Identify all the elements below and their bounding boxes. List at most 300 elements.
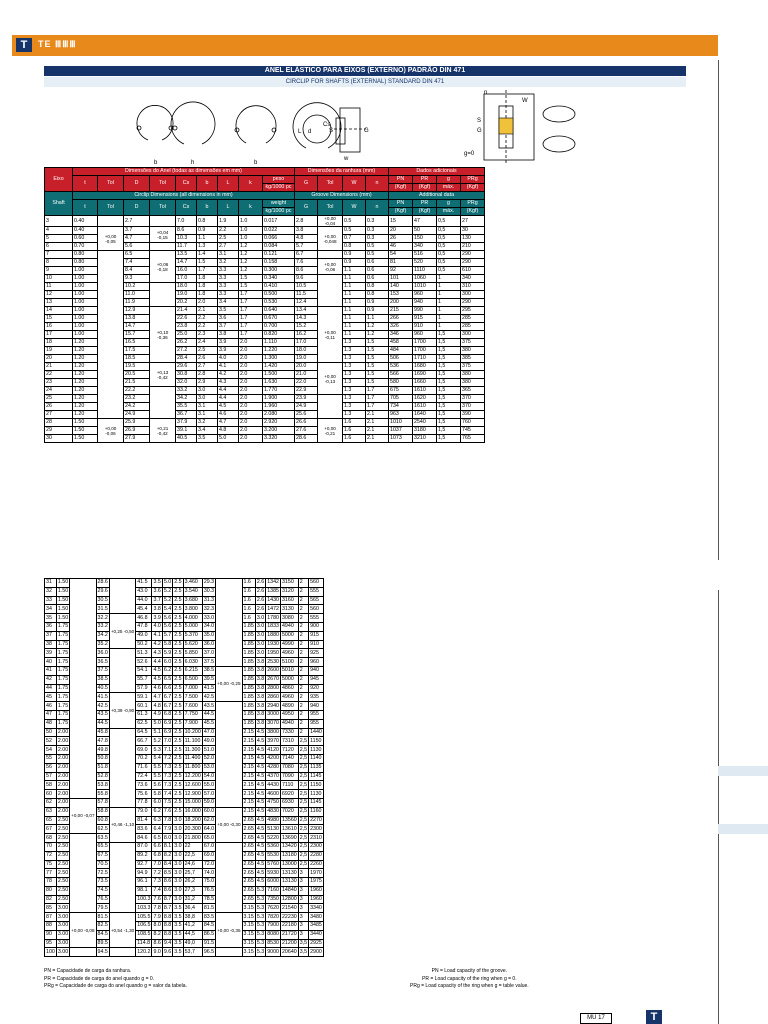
ring-diameter-cell: 3.7 xyxy=(124,227,150,235)
footer-notes-pt xyxy=(44,968,187,991)
n-cell: 0.3 xyxy=(366,235,389,243)
thickness-cell: 1.75 xyxy=(57,623,69,630)
prg-cell: 370 xyxy=(461,395,485,403)
tolerance-cell: +0,00 -0,06 xyxy=(318,259,343,275)
groove-width-cell: 1.85 xyxy=(243,676,254,683)
thickness-cell: 2.50 xyxy=(57,887,69,894)
pr-cell: 7140 xyxy=(280,754,298,763)
thickness-cell: 1.20 xyxy=(73,363,98,371)
thickness-cell: 1.00 xyxy=(73,291,98,299)
groove-width-cell: 1.1 xyxy=(343,283,366,291)
cs-cell: 75.6 xyxy=(136,790,152,799)
weight-cell: 0.022 xyxy=(263,227,295,235)
shaft-size-cell: 28 xyxy=(45,419,73,427)
ring-diameter-cell: 94.5 xyxy=(97,948,108,955)
groove-diameter-cell: 22.0 xyxy=(295,379,318,387)
n-cell: 4.5 xyxy=(256,790,265,797)
shaft-size-cell: 19 xyxy=(45,347,73,355)
tolerance-cell xyxy=(109,948,135,957)
groove-width-cell: 1.85 xyxy=(243,702,254,709)
pn-cell: 2600 xyxy=(267,667,279,674)
groove-width-cell: 1.3 xyxy=(343,363,366,371)
cs-cell: 69.0 xyxy=(136,746,152,755)
pn-cell: 3800 xyxy=(267,728,279,735)
pn-cell: 4280 xyxy=(267,764,279,771)
groove-width-cell: 1.85 xyxy=(243,649,254,656)
cs-cell: 89.2 xyxy=(136,851,152,860)
n-cell: 5.3 xyxy=(256,896,265,903)
technical-drawing xyxy=(44,88,686,166)
g-max-cell: 1,5 xyxy=(437,347,461,355)
shaft-size-cell: 54 xyxy=(45,746,57,755)
cs-cell: 60.1 xyxy=(136,702,152,711)
groove-width-cell: 2.65 xyxy=(243,834,254,841)
pn-cell: 81 xyxy=(389,259,413,267)
header-cell: L xyxy=(218,200,239,216)
header-cell: peso xyxy=(263,176,295,184)
pr-cell: 150 xyxy=(413,235,437,243)
shaft-size-cell: 32 xyxy=(45,587,57,596)
pn-cell: 1930 xyxy=(267,640,279,647)
n-cell: 3.0 xyxy=(256,640,265,647)
thickness-cell: 2.50 xyxy=(57,852,69,859)
groove-diameter-cell: 27.6 xyxy=(295,427,318,435)
k-cell: 2.5 xyxy=(174,632,182,639)
k-cell: 3.5 xyxy=(174,931,182,938)
weight-cell: 0.017 xyxy=(263,216,295,227)
groove-width-cell: 1.6 xyxy=(242,605,255,614)
groove-width-cell: 1.85 xyxy=(243,711,254,718)
circlip-table-part2 xyxy=(44,578,324,957)
ring-diameter-cell: 49.8 xyxy=(97,746,108,753)
b-cell: 2.0 xyxy=(197,299,218,307)
l-cell: 5.6 xyxy=(163,614,172,621)
b-cell: 5.4 xyxy=(153,755,161,762)
prg-cell: 30 xyxy=(461,227,485,235)
l-cell: 8.4 xyxy=(163,860,172,867)
b-cell: 7.0 xyxy=(153,860,161,867)
ring-diameter-cell: 76.5 xyxy=(97,896,108,903)
weight-cell: 41,2 xyxy=(183,922,202,931)
b-cell: 1.7 xyxy=(197,267,218,275)
b-cell: 1.3 xyxy=(197,243,218,251)
g-max-cell: 2 xyxy=(298,605,308,614)
pn-cell: 580 xyxy=(389,379,413,387)
pn-cell: 963 xyxy=(389,411,413,419)
table-row xyxy=(45,579,324,588)
groove-diameter-cell: 83.5 xyxy=(203,913,215,920)
shaft-size-cell: 4 xyxy=(45,227,73,235)
weight-cell: 24,6 xyxy=(183,860,202,869)
n-cell: 5.3 xyxy=(256,948,265,955)
thickness-cell: 3.00 xyxy=(57,948,69,955)
groove-diameter-cell: 54.0 xyxy=(203,772,215,779)
pr-cell: 520 xyxy=(413,259,437,267)
b-cell: 4.6 xyxy=(153,684,161,691)
groove-diameter-cell: 91.5 xyxy=(203,940,215,947)
pr-cell: 21200 xyxy=(281,940,297,947)
cs-cell: 64.5 xyxy=(136,728,152,737)
shaft-size-cell: 44 xyxy=(45,684,57,693)
weight-cell: 0.820 xyxy=(263,331,295,339)
tolerance-cell: +0,04 -0,15 xyxy=(150,227,176,243)
groove-diameter-cell: 53.0 xyxy=(203,764,215,771)
header-cell: máx. xyxy=(437,208,461,216)
n-cell: 4.5 xyxy=(256,860,265,867)
groove-width-cell: 3.15 xyxy=(243,940,254,947)
groove-width-cell: 2.65 xyxy=(243,896,254,903)
weight-cell: 2.080 xyxy=(263,411,295,419)
pn-cell: 4980 xyxy=(267,816,279,823)
g-max-cell: 1,5 xyxy=(437,387,461,395)
shaft-size-cell: 80 xyxy=(45,886,57,895)
b-cell: 4.7 xyxy=(153,693,161,700)
tolerance-cell: +0,00 -0,11 xyxy=(318,307,343,363)
k-cell: 1.7 xyxy=(239,331,263,339)
b-cell: 5.3 xyxy=(153,746,161,753)
groove-width-cell: 1.1 xyxy=(343,291,366,299)
thickness-cell: 1.75 xyxy=(57,684,69,691)
pr-cell: 5000 xyxy=(280,631,298,640)
pr-cell: 12800 xyxy=(281,896,297,903)
g-max-cell: 2 xyxy=(298,719,308,728)
table-row xyxy=(45,419,485,427)
cs-cell: 51.3 xyxy=(136,649,152,658)
n-cell: 2.6 xyxy=(256,596,265,603)
k-cell: 2.5 xyxy=(174,693,182,700)
cs-cell: 39.1 xyxy=(176,427,197,435)
weight-cell: 22 xyxy=(183,842,202,851)
weight-cell: 3.800 xyxy=(183,605,202,614)
weight-cell: 38,8 xyxy=(183,913,202,922)
pr-cell: 910 xyxy=(413,323,437,331)
ring-diameter-cell: 17.5 xyxy=(124,347,150,355)
g-max-cell: 2 xyxy=(298,587,308,596)
l-cell: 8.7 xyxy=(163,896,172,903)
pr-cell: 7080 xyxy=(280,763,298,772)
thickness-cell: 2.00 xyxy=(57,808,69,815)
ring-diameter-cell: 72.5 xyxy=(97,869,108,876)
shaft-size-cell: 47 xyxy=(45,710,57,719)
drawing-label: b xyxy=(154,160,158,166)
n-cell: 1.5 xyxy=(366,355,389,363)
tolerance-cell: +0,00 -0,04 xyxy=(318,216,343,227)
cs-cell: 103.3 xyxy=(137,904,151,911)
k-cell: 2.5 xyxy=(174,772,182,779)
table-row xyxy=(45,913,324,922)
l-cell: 6.2 xyxy=(163,667,172,674)
cs-cell: 92.7 xyxy=(136,860,152,869)
g-max-cell: 2 xyxy=(298,658,308,667)
g-max-cell: 1,5 xyxy=(437,331,461,339)
g-max-cell: 1,5 xyxy=(437,379,461,387)
pr-cell: 13560 xyxy=(281,816,297,823)
g-max-cell: 2,5 xyxy=(299,790,308,797)
pn-cell: 705 xyxy=(389,395,413,403)
ring-diameter-cell: 44.5 xyxy=(97,720,108,727)
ring-diameter-cell: 33.2 xyxy=(97,623,108,630)
l-cell: 7.6 xyxy=(163,808,172,815)
n-cell: 4.5 xyxy=(256,816,265,823)
tolerance-cell xyxy=(318,275,343,307)
cs-cell: 94.9 xyxy=(136,869,152,878)
prg-cell: 1975 xyxy=(310,878,322,885)
shaft-size-cell: 21 xyxy=(45,363,73,371)
shaft-size-cell: 85 xyxy=(45,904,57,913)
k-cell: 1.7 xyxy=(239,299,263,307)
ring-diameter-cell: 82.5 xyxy=(97,922,108,929)
groove-width-cell: 1.6 xyxy=(343,427,366,435)
prg-cell: 555 xyxy=(309,587,324,596)
g-max-cell: 1 xyxy=(437,307,461,315)
shaft-size-cell: 57 xyxy=(45,772,57,781)
k-cell: 2.5 xyxy=(174,799,182,806)
pr-cell: 7090 xyxy=(280,772,298,781)
prg-cell: 2900 xyxy=(310,948,322,955)
thickness-cell: 1.50 xyxy=(57,605,69,612)
b-cell: 3.4 xyxy=(197,427,218,435)
n-cell: 1.7 xyxy=(366,387,389,395)
footer-note: PR = Capacidade de carga do anel quando g = 0. xyxy=(44,975,155,982)
cs-cell: 46.8 xyxy=(136,614,152,623)
l-cell: 7.3 xyxy=(163,781,172,788)
drawing-label: g=0 xyxy=(464,151,475,157)
groove-diameter-cell: 65.0 xyxy=(203,834,215,841)
b-cell: 3.6 xyxy=(153,588,161,595)
weight-cell: 20.300 xyxy=(184,825,201,832)
groove-width-cell: 2.15 xyxy=(243,737,254,744)
thickness-cell: 1.20 xyxy=(73,347,98,355)
ring-diameter-cell: 5.6 xyxy=(124,243,150,251)
g-max-cell: 3 xyxy=(298,886,308,895)
tolerance-cell: +0,06 -0,18 xyxy=(150,251,176,283)
thickness-cell: 1.75 xyxy=(57,711,69,718)
footer-note: PRg = Load capacity of the ring when g = table value. xyxy=(410,983,529,989)
k-cell: 1.7 xyxy=(239,323,263,331)
ring-diameter-cell: 40.5 xyxy=(97,684,108,691)
n-cell: 1.7 xyxy=(366,395,389,403)
header-cell: (Kgf) xyxy=(461,208,485,216)
drawing-label: L xyxy=(298,129,302,135)
prg-cell: 2300 xyxy=(310,843,322,850)
cs-cell: 32.0 xyxy=(176,379,197,387)
groove-diameter-cell: 45.5 xyxy=(203,720,215,727)
l-cell: 8.8 xyxy=(163,931,172,938)
groove-width-cell: 3.15 xyxy=(243,922,254,929)
pr-cell: 13130 xyxy=(281,878,297,885)
tolerance-cell: +0,00 -0,08 xyxy=(70,913,96,948)
prg-cell: 935 xyxy=(309,693,324,702)
groove-width-cell: 1.6 xyxy=(242,614,255,623)
pn-cell: 140 xyxy=(389,283,413,291)
thickness-cell: 0.40 xyxy=(73,227,98,235)
ring-diameter-cell: 26.9 xyxy=(124,427,150,435)
groove-diameter-cell: 28.6 xyxy=(295,435,318,443)
b-cell: 1.8 xyxy=(197,275,218,283)
tolerance-cell xyxy=(109,842,135,912)
prg-cell: 1150 xyxy=(310,737,322,744)
k-cell: 1.0 xyxy=(239,235,263,243)
cs-cell: 83.6 xyxy=(136,825,152,834)
shaft-size-cell: 75 xyxy=(45,860,57,869)
n-cell: 1.7 xyxy=(366,403,389,411)
n-cell: 2.1 xyxy=(366,427,389,435)
l-cell: 3.9 xyxy=(218,347,239,355)
l-cell: 4.2 xyxy=(218,371,239,379)
k-cell: 2.0 xyxy=(239,411,263,419)
groove-width-cell: 2.65 xyxy=(243,843,254,850)
g-max-cell: 0,5 xyxy=(437,227,461,235)
header-cell: PRg xyxy=(461,176,485,184)
b-cell: 7.6 xyxy=(153,896,161,903)
tolerance-cell xyxy=(318,251,343,259)
shaft-size-cell: 90 xyxy=(45,930,57,939)
l-cell: 7.8 xyxy=(163,816,172,823)
header-cell: Groove Dimensions (mm) xyxy=(295,192,389,200)
b-cell: 7.4 xyxy=(153,887,161,894)
ring-diameter-cell: 27.9 xyxy=(124,435,150,443)
n-cell: 5.3 xyxy=(256,904,265,911)
shaft-size-cell: 52 xyxy=(45,737,57,746)
groove-diameter-cell: 16.2 xyxy=(295,331,318,339)
groove-width-cell: 2.65 xyxy=(243,869,254,876)
shaft-size-cell: 38 xyxy=(45,640,57,649)
tolerance-cell: +0,21 -0,42 xyxy=(150,419,176,443)
l-cell: 5.0 xyxy=(218,435,239,443)
prg-cell: 745 xyxy=(461,427,485,435)
weight-cell: 7.000 xyxy=(183,684,202,693)
pr-cell: 3120 xyxy=(280,587,298,596)
thickness-cell: 1.00 xyxy=(73,283,98,291)
pr-cell: 13690 xyxy=(281,834,297,841)
pn-cell: 2800 xyxy=(267,684,279,691)
prg-cell: 1960 xyxy=(310,887,322,894)
pn-cell: 675 xyxy=(389,387,413,395)
prg-cell: 285 xyxy=(461,323,485,331)
cs-cell: 106.5 xyxy=(137,922,151,929)
k-cell: 3.5 xyxy=(174,922,182,929)
cs-cell: 45.4 xyxy=(136,605,152,614)
ring-diameter-cell: 34.2 xyxy=(97,632,108,639)
thickness-cell: 1.20 xyxy=(73,339,98,347)
prg-cell: 310 xyxy=(461,283,485,291)
tolerance-cell xyxy=(109,579,135,614)
b-cell: 7.3 xyxy=(153,878,161,885)
b-cell: 6.3 xyxy=(153,816,161,823)
thickness-cell: 2.50 xyxy=(57,825,69,832)
b-cell: 4.3 xyxy=(153,649,161,656)
drawing-label: G xyxy=(477,128,482,134)
ring-diameter-cell: 22.2 xyxy=(124,387,150,395)
b-cell: 6.5 xyxy=(153,834,161,841)
groove-diameter-cell: 33.0 xyxy=(203,614,215,621)
tolerance-cell xyxy=(150,216,176,227)
header-cell: Cs xyxy=(176,200,197,216)
g-max-cell: 3 xyxy=(298,869,308,878)
groove-width-cell: 2.15 xyxy=(243,755,254,762)
k-cell: 3.0 xyxy=(174,896,182,903)
groove-width-cell: 3.15 xyxy=(243,948,254,955)
header-cell: k xyxy=(239,200,263,216)
shaft-size-cell: 22 xyxy=(45,371,73,379)
thickness-cell: 3.00 xyxy=(57,922,69,929)
k-cell: 2.5 xyxy=(174,808,182,815)
prg-cell: 3485 xyxy=(310,922,322,929)
ring-diameter-cell: 38.5 xyxy=(97,676,108,683)
l-cell: 7.4 xyxy=(163,790,172,797)
prg-cell: 900 xyxy=(309,622,324,631)
thickness-cell: 1.50 xyxy=(57,588,69,595)
b-cell: 2.8 xyxy=(197,371,218,379)
pn-cell: 1472 xyxy=(267,605,279,612)
thickness-cell: 2.50 xyxy=(57,860,69,867)
shaft-size-cell: 5 xyxy=(45,235,73,243)
n-cell: 5.3 xyxy=(256,940,265,947)
l-cell: 3.5 xyxy=(218,307,239,315)
weight-cell: 11.400 xyxy=(184,755,201,762)
header-cell: (Kgf) xyxy=(413,208,437,216)
prg-cell: 390 xyxy=(461,411,485,419)
table-row xyxy=(45,834,324,843)
g-max-cell: 3,5 xyxy=(299,940,308,947)
shaft-size-cell: 65 xyxy=(45,816,57,825)
prg-cell: 375 xyxy=(461,339,485,347)
l-cell: 2.5 xyxy=(218,235,239,243)
groove-width-cell: 1.6 xyxy=(242,579,255,588)
drawing-label: w xyxy=(344,156,349,162)
groove-diameter-cell: 29.3 xyxy=(203,579,215,586)
k-cell: 3.0 xyxy=(174,816,182,823)
shaft-size-cell: 55 xyxy=(45,754,57,763)
prg-cell: 290 xyxy=(461,251,485,259)
header-cell: PN xyxy=(389,176,413,184)
pn-cell: 153 xyxy=(389,291,413,299)
b-cell: 5.0 xyxy=(153,720,161,727)
g-max-cell: 1 xyxy=(437,323,461,331)
l-cell: 4.0 xyxy=(218,355,239,363)
ring-diameter-cell: 55.8 xyxy=(97,790,108,797)
k-cell: 2.5 xyxy=(174,658,182,665)
l-cell: 7.9 xyxy=(163,825,172,832)
g-max-cell: 1,5 xyxy=(437,371,461,379)
shaft-size-cell: 11 xyxy=(45,283,73,291)
k-cell: 3.0 xyxy=(174,869,182,876)
g-max-cell: 1,5 xyxy=(437,339,461,347)
header-cell: PR xyxy=(413,200,437,208)
l-cell: 8.1 xyxy=(163,843,172,850)
prg-cell: 380 xyxy=(461,371,485,379)
groove-diameter-cell: 8.6 xyxy=(295,267,318,275)
page-number: MU 17 xyxy=(580,1013,612,1024)
thickness-cell: 3.00 xyxy=(57,940,69,947)
ring-diameter-cell: 60.8 xyxy=(97,816,108,823)
ring-diameter-cell: 18.5 xyxy=(124,355,150,363)
groove-width-cell: 1.3 xyxy=(343,411,366,419)
l-cell: 5.2 xyxy=(163,596,172,603)
l-cell: 2.7 xyxy=(218,243,239,251)
ring-diameter-cell: 28.6 xyxy=(97,579,108,586)
l-cell: 7.3 xyxy=(163,764,172,771)
groove-diameter-cell: 52.0 xyxy=(203,755,215,762)
pr-cell: 5000 xyxy=(280,675,298,684)
cs-cell: 33.2 xyxy=(176,387,197,395)
g-max-cell: 0,5 xyxy=(437,251,461,259)
header-cell: Tol xyxy=(150,200,176,216)
thickness-cell: 1.20 xyxy=(73,387,98,395)
ring-diameter-cell: 41.5 xyxy=(97,693,108,700)
pr-cell: 3160 xyxy=(280,596,298,605)
n-cell: 3.8 xyxy=(256,684,265,691)
